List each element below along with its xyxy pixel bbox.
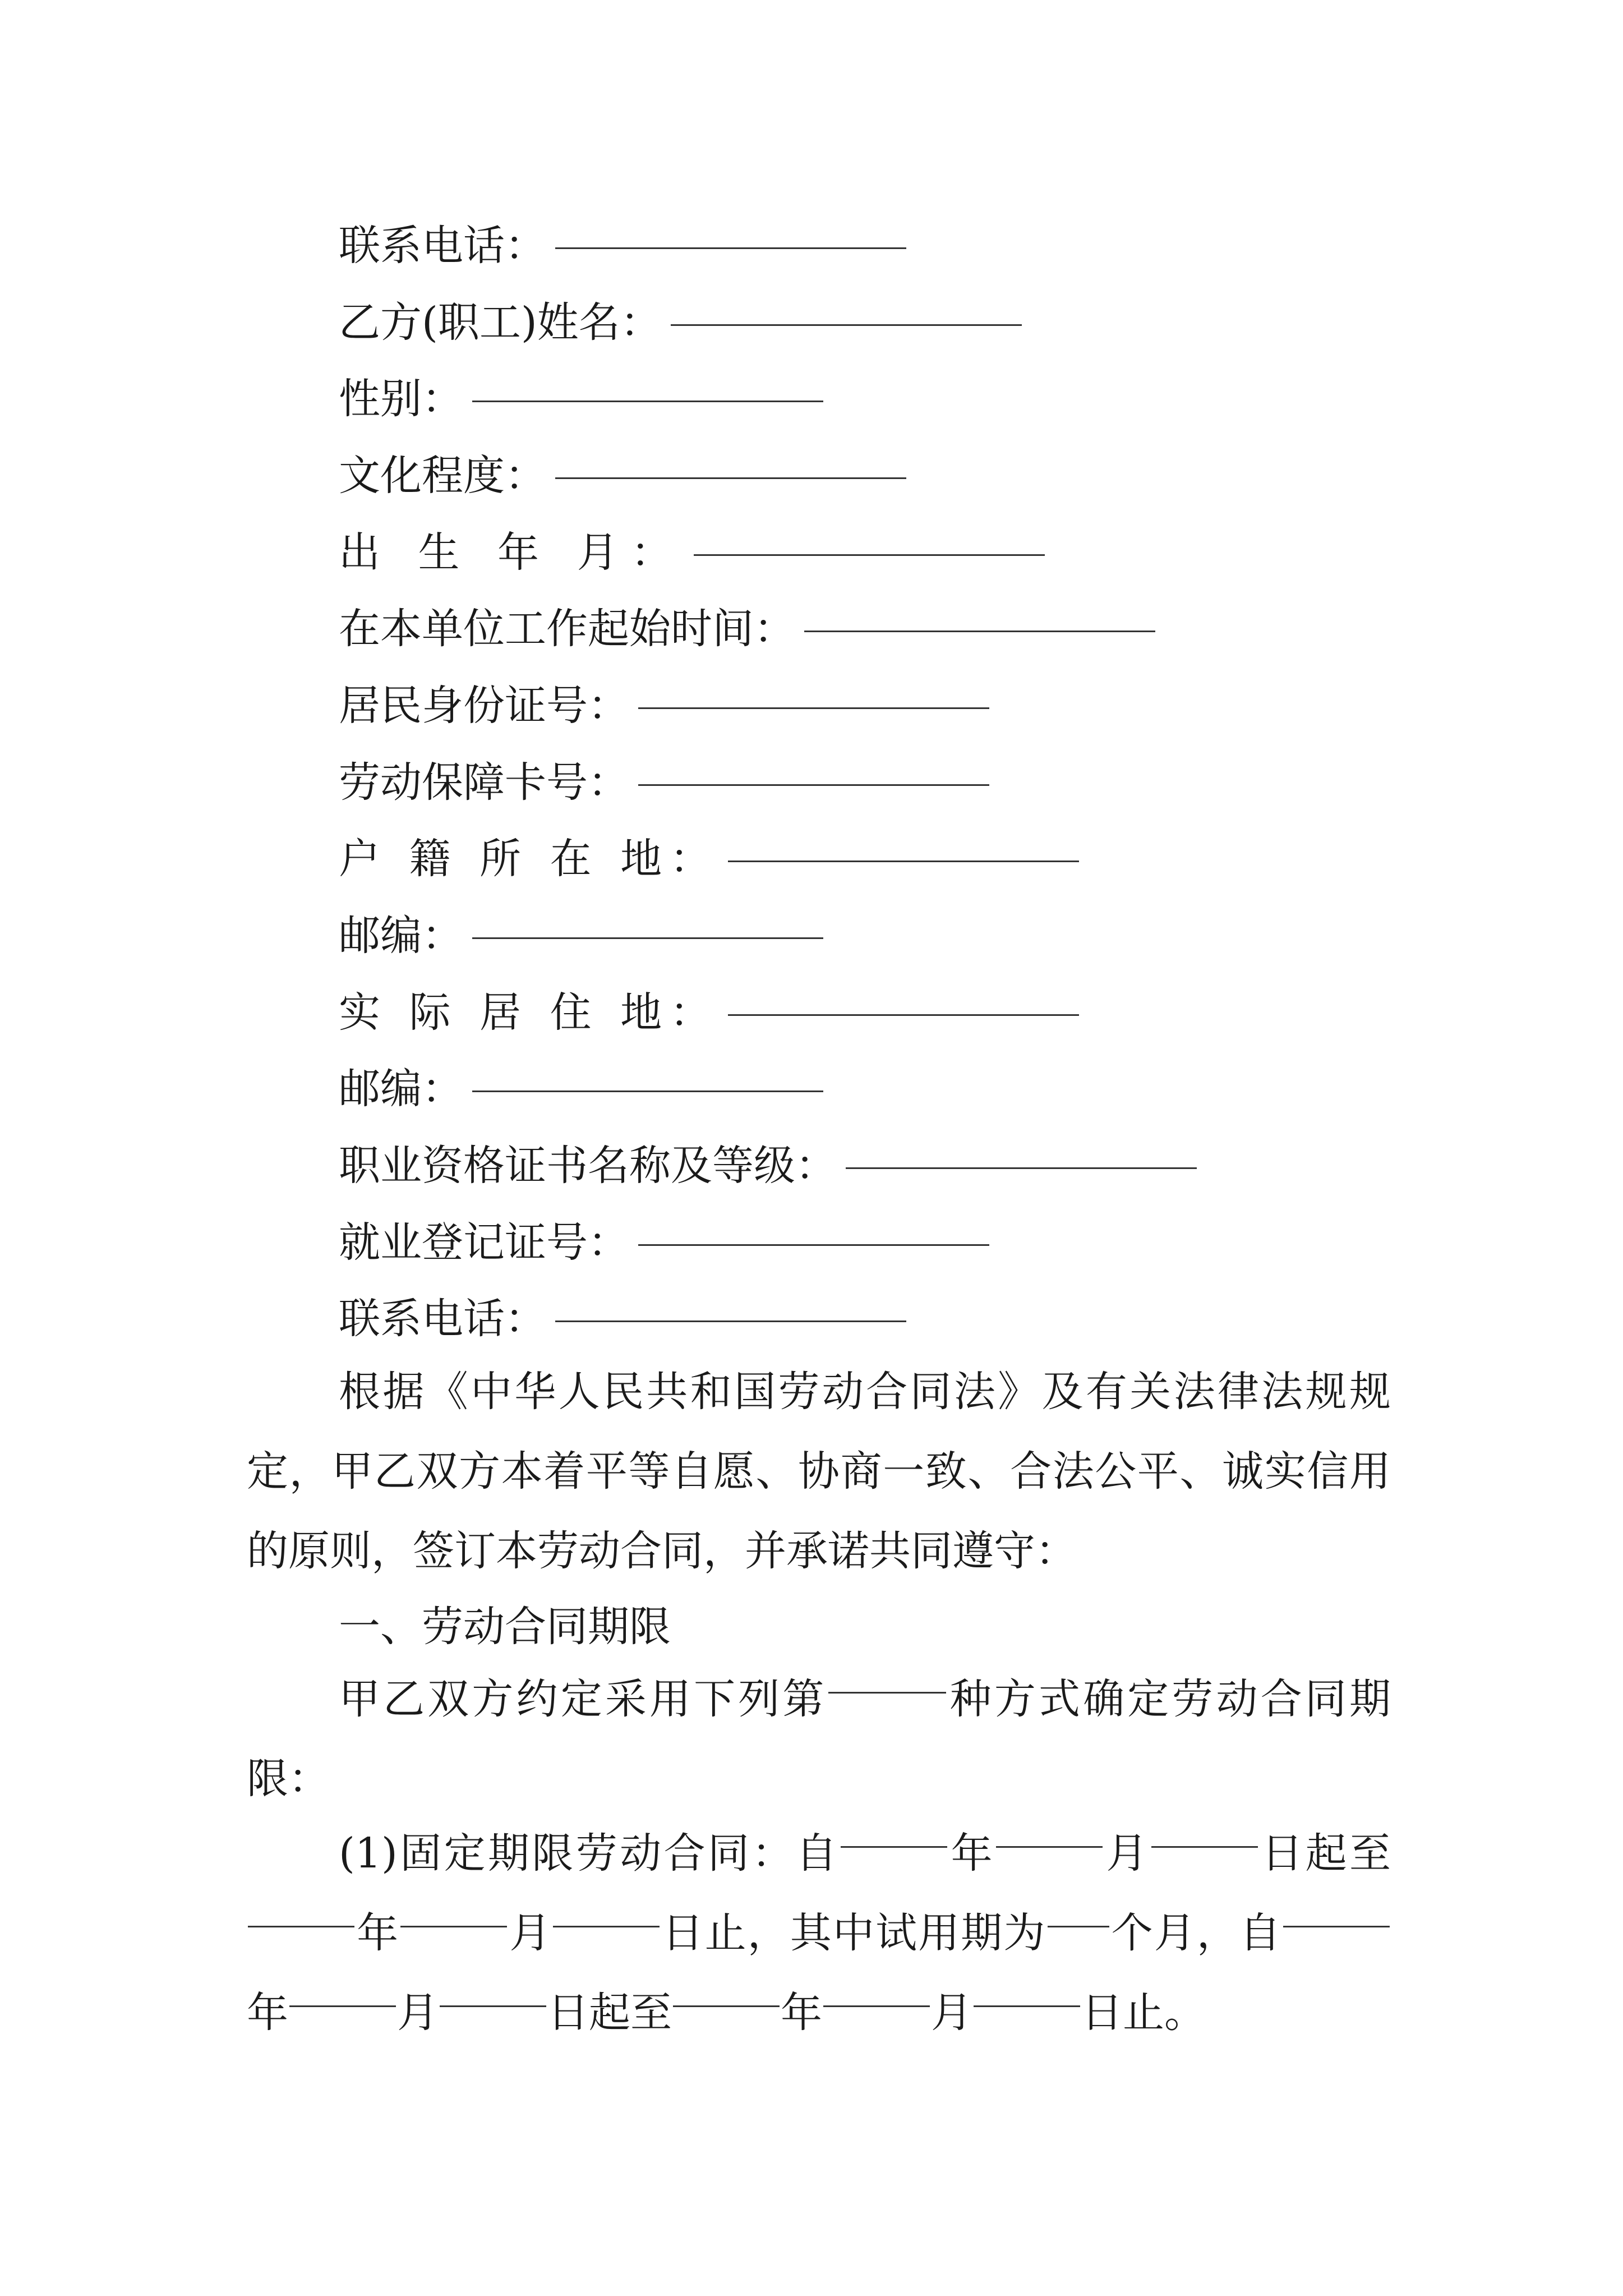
field-label: 邮编： xyxy=(339,912,463,960)
method-blank[interactable] xyxy=(828,1659,946,1694)
term-text: 种方式确定劳动合同期限： xyxy=(247,1675,1391,1803)
field-label: 文化程度： xyxy=(339,452,546,500)
unit-text: 月 xyxy=(931,1989,972,2037)
probation-months-blank[interactable] xyxy=(1048,1893,1109,1927)
field-label: 出 生 年 月： xyxy=(339,528,685,577)
fill-blank[interactable] xyxy=(472,1058,823,1092)
birth-date-field xyxy=(339,522,1045,583)
fill-blank[interactable] xyxy=(728,828,1079,862)
probation-start-month-blank[interactable] xyxy=(289,1973,396,2007)
probation-end-day-blank[interactable] xyxy=(974,1973,1080,2007)
fill-blank[interactable] xyxy=(638,752,989,786)
field-label: 在本单位工作起始时间： xyxy=(339,605,795,653)
work-start-field xyxy=(339,598,1155,660)
unit-text: 个月，自 xyxy=(1110,1909,1283,1957)
employment-registration-field xyxy=(339,1212,989,1273)
field-label: 实 际 居 住 地： xyxy=(339,988,720,1037)
fill-blank[interactable] xyxy=(555,445,906,479)
residence-field xyxy=(339,982,1079,1043)
postcode-field-1 xyxy=(339,905,823,967)
gender-field xyxy=(339,368,823,430)
field-label: 户 籍 所 在 地： xyxy=(339,835,720,883)
unit-text: 日起至 xyxy=(547,1989,672,2037)
fixed-term-paragraph xyxy=(247,1814,1391,2053)
labor-card-field xyxy=(339,752,989,813)
field-label: 就业登记证号： xyxy=(339,1218,629,1267)
fill-blank[interactable] xyxy=(638,675,989,709)
id-number-field xyxy=(339,675,989,737)
unit-text: 月 xyxy=(397,1989,439,2037)
fill-blank[interactable] xyxy=(728,982,1079,1016)
field-label: 职业资格证书名称及等级： xyxy=(339,1142,837,1190)
unit-text: 日起至 xyxy=(1258,1829,1391,1878)
end-month-blank[interactable] xyxy=(400,1893,507,1927)
fill-blank[interactable] xyxy=(694,522,1045,556)
unit-text: 日止。 xyxy=(1081,1989,1206,2037)
start-day-blank[interactable] xyxy=(1151,1814,1258,1848)
field-label: 联系电话： xyxy=(339,222,546,270)
unit-text: 日止，其中试用期为 xyxy=(661,1909,1046,1957)
employee-name-field xyxy=(339,292,1022,353)
intro-paragraph: 根据《中华人民共和国劳动合同法》及有关法律法规规定，甲乙双方本着平等自愿、协商一致、合法公平、诚实信用的原则，签订本劳动合同，并承诺共同遵守： xyxy=(247,1368,1391,1575)
field-label: 性别： xyxy=(339,375,463,423)
household-location-field xyxy=(339,828,1079,890)
unit-text: 年 xyxy=(781,1989,822,2037)
fill-blank[interactable] xyxy=(555,1288,906,1322)
fill-blank[interactable] xyxy=(472,905,823,939)
start-month-blank[interactable] xyxy=(996,1814,1103,1848)
unit-text: 月 xyxy=(1104,1829,1150,1878)
field-label: 劳动保障卡号： xyxy=(339,758,629,807)
field-label: 邮编： xyxy=(339,1065,463,1113)
field-label: 乙方(职工)姓名： xyxy=(339,298,662,347)
qualification-field xyxy=(339,1135,1197,1197)
field-label: 居民身份证号： xyxy=(339,682,629,730)
end-day-blank[interactable] xyxy=(553,1893,660,1927)
probation-start-year-blank[interactable] xyxy=(1283,1893,1390,1927)
start-year-blank[interactable] xyxy=(841,1814,947,1848)
fixed-term-label: (1)固定期限劳动合同：自 xyxy=(339,1829,840,1878)
fill-blank[interactable] xyxy=(671,292,1022,326)
end-year-blank[interactable] xyxy=(248,1893,354,1927)
contact-phone-field-2 xyxy=(339,1288,906,1350)
fill-blank[interactable] xyxy=(472,368,823,402)
section-1-title: 一、劳动合同期限 xyxy=(339,1603,671,1651)
unit-text: 年 xyxy=(247,1989,288,2037)
fill-blank[interactable] xyxy=(638,1212,989,1246)
postcode-field-2 xyxy=(339,1058,823,1120)
unit-text: 年 xyxy=(356,1909,400,1957)
fill-blank[interactable] xyxy=(804,598,1155,632)
probation-start-day-blank[interactable] xyxy=(440,1973,546,2007)
field-label: 联系电话： xyxy=(339,1295,546,1343)
education-field xyxy=(339,445,906,507)
probation-end-month-blank[interactable] xyxy=(823,1973,930,2007)
fill-blank[interactable] xyxy=(846,1135,1197,1169)
fill-blank[interactable] xyxy=(555,215,906,249)
contact-phone-field-1 xyxy=(339,215,906,277)
unit-text: 月 xyxy=(508,1909,552,1957)
term-text: 甲乙双方约定采用下列第 xyxy=(339,1675,827,1723)
unit-text: 年 xyxy=(948,1829,995,1878)
probation-end-year-blank[interactable] xyxy=(673,1973,780,2007)
term-method-paragraph xyxy=(247,1659,1391,1819)
